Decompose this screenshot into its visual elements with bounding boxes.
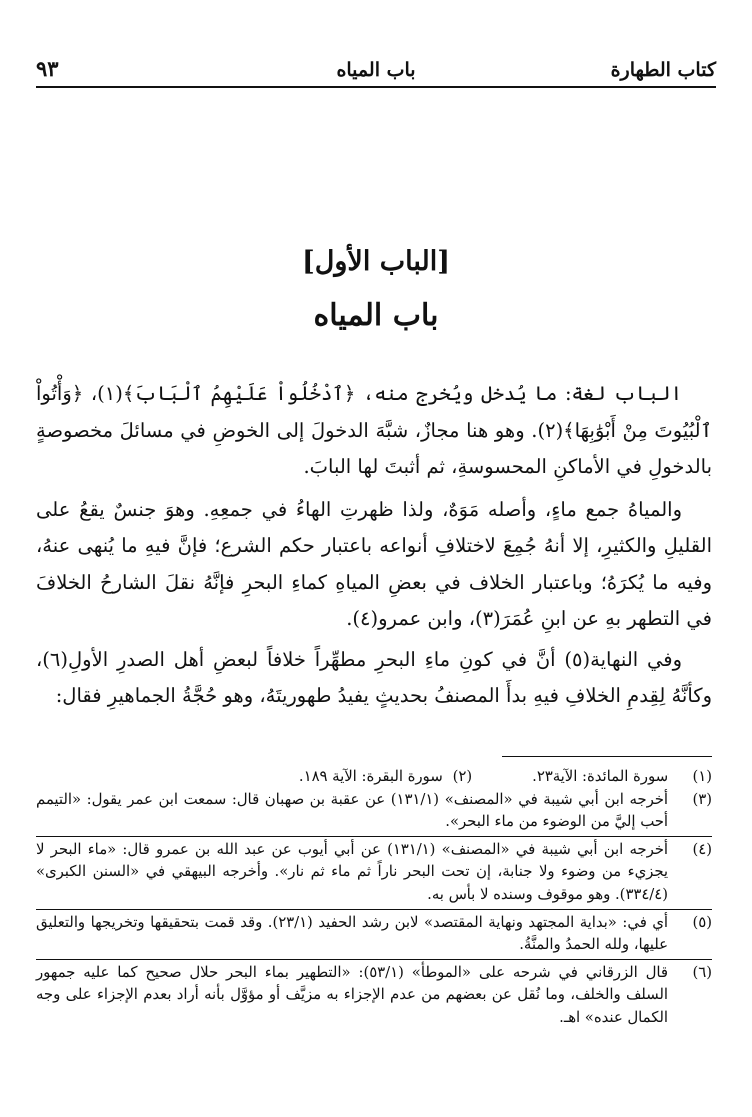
chapter-title: باب المياه — [313, 298, 439, 333]
paragraph-1: الباب لغة: ما يُدخل ويُخرج منه، ﴿ٱدْخُلُواْ عَلَيْهِمُ ٱلْبَابَ﴾(١)، ﴿وَأْتُواْ ٱلْبُيُوتَ مِنْ أَبْوَٰبِهَا﴾(٢). وهو هنا مجازٌ، شبَّهَ الدخولَ إلى الخوضِ في مسائلَ مخصوصةٍ بالدخولِ في الأماكنِ المحسوسةِ، ثم أثبتَ لها البابَ. — [36, 382, 712, 478]
footnote-divider — [36, 959, 712, 960]
footnote-text: أخرجه ابن أبي شيبة في «المصنف» (١٣١/١) عن أبي أيوب عن عبد الله بن عمرو قال: «ماء البحر لا يجزيء من وضوء ولا جنابة، إن تحت البحر ناراً ثم ماء ثم نار». وأخرجه البيهقي في «السنن الكبرى» (٣٣٤/٤). وهو موقوف وسنده لا بأس به. — [36, 840, 668, 903]
paragraph-3: وفي النهاية(٥) أنَّ في كونِ ماءِ البحرِ مطهِّراً خلافاً لبعضِ أهل الصدرِ الأولِ(٦)، وكأنَّهُ لِقِدمِ الخلافِ فيهِ بدأَ المصنفُ بحديثٍ يفيدُ طهوريتَهُ، وهو حُجَّةُ الجماهيرِ فقال: — [36, 647, 712, 707]
body-text — [36, 376, 712, 719]
footnote-2 — [299, 766, 472, 789]
section-title: باب المياه — [336, 59, 416, 81]
footnote-number: (٣) — [692, 790, 712, 808]
book-title: كتاب الطهارة — [610, 59, 716, 81]
footnote-5 — [36, 912, 712, 957]
footnote-separator — [502, 756, 712, 757]
footnote-text: سورة المائدة: الآية٢٣. — [532, 768, 668, 785]
running-header — [36, 52, 716, 88]
footnote-row-1-2 — [36, 766, 712, 789]
footnote-text: قال الزرقاني في شرحه على «الموطأ» (٥٣/١): «التطهير بماء البحر حلال صحيح كما عليه جمهور السلف والخلف، وما نُقل عن بعضهم من عدم الإجزاء به مزيَّف أو مؤوَّل بأنه أراد بعدم الإجزاء على وجه الكمال عنده» اهـ. — [36, 963, 668, 1026]
footnote-number: (١) — [692, 768, 712, 785]
footnote-6 — [36, 962, 712, 1030]
footnote-number: (٢) — [452, 768, 473, 785]
chapter-heading: [الباب الأول] — [301, 246, 451, 277]
page-number: ٩٣ — [36, 56, 59, 81]
footnote-divider — [36, 836, 712, 837]
footnote-number: (٥) — [692, 913, 712, 931]
footnotes — [36, 766, 712, 1030]
footnote-text: سورة البقرة: الآية ١٨٩. — [298, 768, 443, 785]
footnote-1 — [532, 766, 712, 789]
footnote-divider — [36, 909, 712, 910]
footnote-4 — [36, 839, 712, 907]
footnote-text: أي في: «بداية المجتهد ونهاية المقتصد» لابن رشد الحفيد (٢٣/١). وقد قمت بتحقيقها وتخريجها والتعليق عليها، ولله الحمدُ والمنَّةُ. — [36, 913, 668, 954]
footnote-3 — [36, 789, 712, 834]
footnote-number: (٤) — [692, 840, 712, 858]
footnote-text: أخرجه ابن أبي شيبة في «المصنف» (١٣١/١) عن عقبة بن صهبان قال: سمعت ابن عمر يقول: «التيمم أحب إليَّ من الوضوء من ماء البحر». — [36, 790, 668, 831]
footnote-number: (٦) — [692, 963, 712, 981]
paragraph-2: والمياهُ جمع ماءٍ، وأصله مَوَهٌ، ولذا ظهرتِ الهاءُ في جمعِهِ. وهوَ جنسٌ يقعُ على القليلِ والكثيرِ، إلا أنهُ جُمِعَ لاختلافِ أنواعه باعتبار حكم الشرع؛ فإنَّ فيهِ ما يُنهى عنهُ، وفيه ما يُكرَهُ؛ وباعتبار الخلاف في بعضِ المياهِ كماءِ البحرِ فإنَّهُ نقلَ الشارحُ الخلافَ في التطهر بهِ عن ابنِ عُمَرَ(٣)، وابن عمرو(٤). — [36, 497, 712, 630]
